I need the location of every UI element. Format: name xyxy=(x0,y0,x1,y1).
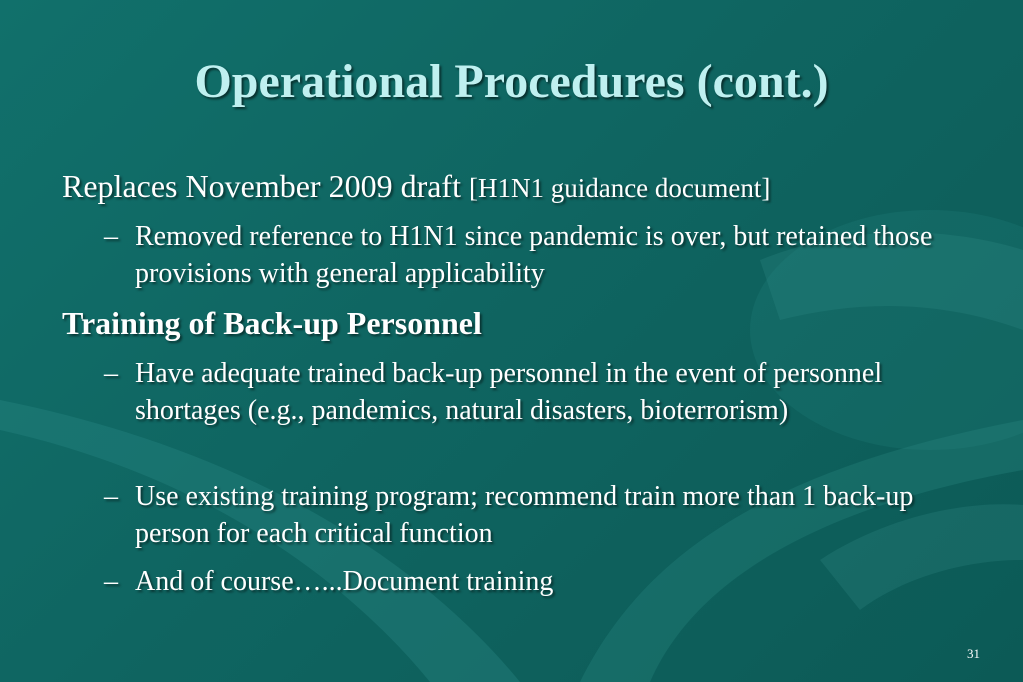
slide-title: Operational Procedures (cont.) xyxy=(194,55,829,108)
section-heading-training: Training of Back-up Personnel xyxy=(62,305,482,341)
bullet-text: Removed reference to H1N1 since pandemic is over, but retained those provisions with general applicability xyxy=(135,221,933,289)
bullet-document-training xyxy=(104,563,974,600)
section-heading-text: Replaces November 2009 draft xyxy=(62,168,469,204)
bullet-text: And of course…...Document training xyxy=(135,566,554,597)
bullet-text: Use existing training program; recommend train more than 1 back-up person for each critical function xyxy=(135,481,914,549)
bullet-text: Have adequate trained back-up personnel in the event of personnel shortages (e.g., pandemics, natural disasters, bioterrorism) xyxy=(135,358,883,426)
section-heading-note: [H1N1 guidance document] xyxy=(468,173,771,203)
section-heading-replaces xyxy=(62,167,770,207)
page-number: 31 xyxy=(967,646,980,661)
bullet-removed-reference xyxy=(104,218,974,292)
bullet-dash: – xyxy=(104,481,118,512)
bullet-existing-training xyxy=(104,478,974,552)
bullet-dash: – xyxy=(104,566,118,597)
bullet-adequate-personnel xyxy=(104,355,974,429)
bullet-dash: – xyxy=(104,358,118,389)
bullet-dash: – xyxy=(104,221,118,252)
